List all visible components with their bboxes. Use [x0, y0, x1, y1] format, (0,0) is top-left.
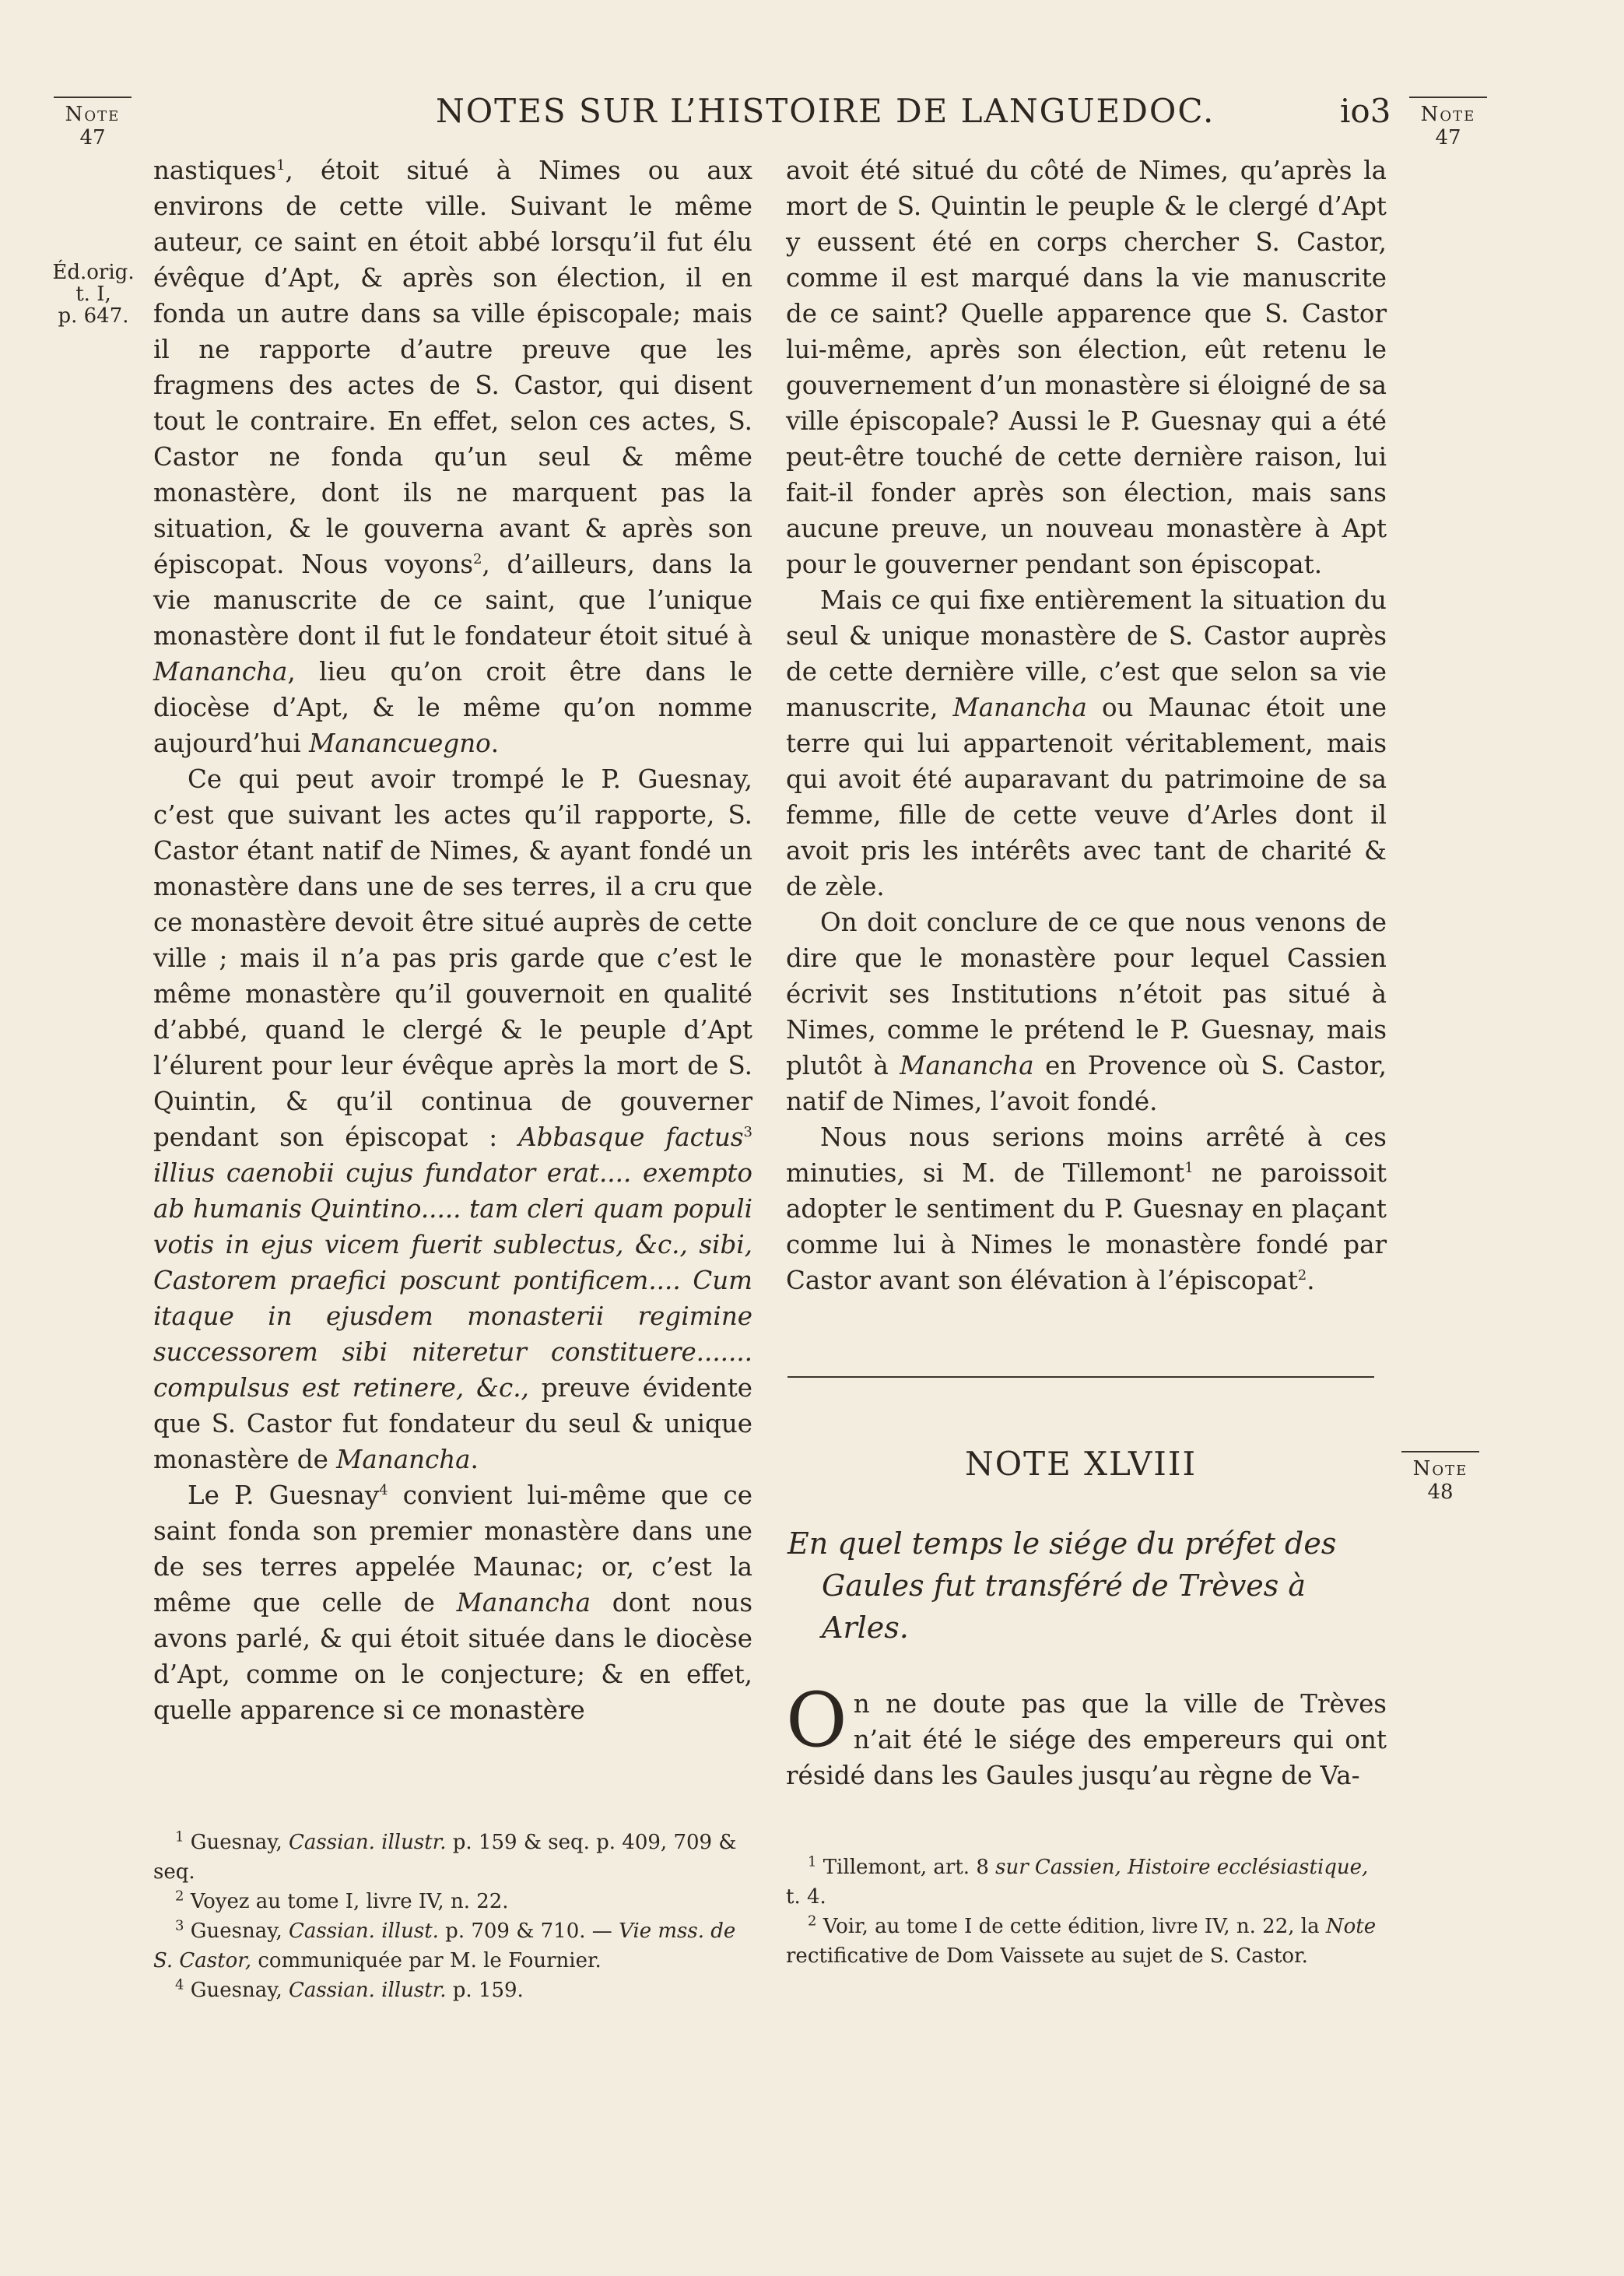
paragraph — [786, 904, 1387, 1119]
italic-text: Vie mss. de S. Castor, — [153, 1919, 736, 1972]
footnotes-left — [153, 1828, 752, 2005]
paragraph — [153, 1477, 752, 1728]
text: communiquée par M. le Fournier. — [251, 1949, 602, 1972]
italic-text: Manancha — [952, 693, 1087, 722]
footnote — [153, 1828, 752, 1887]
italic-text: Manancha — [900, 1051, 1034, 1080]
italic-text: Manancha — [456, 1588, 591, 1617]
subtitle-line: Arles. — [822, 1610, 909, 1645]
italic-text: Note — [1325, 1915, 1377, 1938]
margin-note-number: 48 — [1427, 1480, 1454, 1504]
text: Guesnay, — [184, 1919, 289, 1943]
text: . — [470, 1445, 479, 1474]
text: , étoit situé à Nimes ou aux environs de cette ville. Suivant le même auteur, ce saint en étoit abbé lorsqu’il fut élu évêque d’Apt, & après son élection, il en fonda un autre dans sa ville épiscopale; mais il ne rapporte d’autre preuve que les fragmens des actes de S. Castor, qui disent tout le contraire. En effet, selon ces actes, S. Castor ne fonda qu’un seul & même monastère, dont ils ne marquent pas la situation, & le gouverna avant & après son épiscopat. Nous voyons — [153, 156, 752, 579]
italic-text: Cassian. illust. — [288, 1919, 439, 1943]
text: Nous nous serions moins arrêté à ces minuties, si M. de Tillemont — [786, 1122, 1387, 1188]
text: t. 4. — [786, 1885, 826, 1909]
margin-rule — [1409, 97, 1487, 98]
footnote-ref: 3 — [743, 1124, 752, 1141]
running-head: NOTES SUR L’HISTOIRE DE LANGUEDOC. — [436, 92, 1215, 130]
italic-text: Abbasque factus — [518, 1122, 744, 1152]
footnote-ref: 2 — [473, 551, 482, 568]
footnote-ref: 2 — [1297, 1267, 1307, 1284]
footnote-ref: 1 — [1184, 1160, 1194, 1177]
text: Le P. Guesnay — [188, 1480, 380, 1510]
text: rectificative de Dom Vaissete au sujet de S. Castor. — [786, 1944, 1308, 1968]
subtitle-line: En quel temps le siége du préfet des — [787, 1526, 1337, 1561]
margin-note-number: 47 — [1435, 126, 1461, 149]
paragraph: avoit été situé du côté de Nimes, qu’après la mort de S. Quintin le peuple & le clergé d’Apt y eussent été en corps chercher S. Castor, comme il est marqué dans la vie manuscrite de ce saint? Quelle apparence que S. Castor lui-même, après son élection, eût retenu le gouvernement d’un monastère si éloigné de sa ville épiscopale? Aussi le P. Guesnay qui a été peut-être touché de cette dernière raison, lui fait-il fonder après son élection, mais sans aucune preuve, un nouveau monastère à Apt pour le gouverner pendant son épiscopat. — [786, 156, 1387, 579]
right-column — [786, 153, 1387, 1298]
italic-text: Cassian. illustr. — [288, 1831, 447, 1854]
italic-text: Manancha — [153, 657, 288, 687]
note-heading: NOTE XLVIII — [964, 1445, 1198, 1483]
text: ou Maunac étoit une terre qui lui appartenoit véritablement, mais qui avoit été auparavant du patrimoine de sa femme, fille de cette veuve d’Arles dont il avoit pris les intérêts avec tant de charité & de zèle. — [786, 693, 1387, 901]
text: On doit conclure de ce que nous venons de dire que le monastère pour lequel Cassien écrivit ses Institutions n’étoit pas situé à Nimes, comme le prétend le P. Guesnay, mais plutôt à — [786, 908, 1387, 1080]
paragraph — [786, 582, 1387, 904]
paragraph — [153, 761, 752, 1477]
left-column — [153, 153, 752, 1728]
footnote-mark: 1 — [175, 1828, 184, 1846]
section-divider — [787, 1376, 1374, 1378]
subtitle-line: Gaules fut transféré de Trèves à — [822, 1568, 1307, 1603]
note-subtitle — [787, 1523, 1379, 1649]
text: Guesnay, — [184, 1979, 289, 2002]
text: p. 159 & seq. p. 409, 709 & seq. — [153, 1831, 737, 1884]
text: convient lui-même que ce saint fonda son premier monastère dans une de ses terres appelée Maunac; or, c’est la même que celle de — [153, 1480, 752, 1617]
italic-text: sur Cassien, Histoire ecclésiastique, — [995, 1856, 1369, 1879]
note-body — [786, 1677, 1387, 1793]
italic-text: illius caenobii cujus fundator erat.... exempto ab humanis Quintino..... tam cleri quam populi votis in ejus vicem fuerit sublectus, &c., sibi, Castorem praefici poscunt pontificem.... Cum itaque in ejusdem monasterii regimine successorem sibi niteretur constituere....... compulsus est retinere, &c., — [153, 1158, 752, 1403]
text: Ce qui peut avoir trompé le P. Guesnay, c’est que suivant les actes qu’il rapporte, S. Castor étant natif de Nimes, & ayant fondé un monastère dans une de ses terres, il a cru que ce monastère devoit être situé auprès de cette ville ; mais il n’a pas pris garde que c’est le même monastère qu’il gouvernoit en qualité d’abbé, quand le clergé & le peuple d’Apt l’élurent pour leur évêque après la mort de S. Quintin, & qu’il continua de gouverner pendant son épiscopat : — [153, 764, 752, 1152]
edition-reference — [47, 262, 140, 327]
margin-note-48 — [1398, 1451, 1483, 1504]
margin-note-right — [1405, 97, 1491, 149]
italic-text: Manancuegno — [309, 729, 491, 758]
footnote — [786, 1912, 1387, 1971]
page-number: io3 — [1340, 92, 1391, 130]
footnote-ref: 1 — [276, 157, 286, 174]
footnote-mark: 1 — [808, 1853, 817, 1870]
footnote — [153, 1976, 752, 2005]
text: p. 159. — [446, 1979, 524, 2002]
margin-note-label: Note — [1420, 103, 1476, 126]
paragraph — [786, 1119, 1387, 1298]
text: n ne doute pas que la ville de Trèves n’ait été le siége des empereurs qui ont résidé dans les Gaules jusqu’au règne de Va- — [786, 1689, 1387, 1790]
footnote-mark: 4 — [175, 1976, 184, 1993]
margin-note-label: Note — [1412, 1457, 1468, 1480]
margin-note-label: Note — [65, 103, 121, 126]
margin-note-number: 47 — [79, 126, 106, 149]
footnote — [153, 1916, 752, 1976]
edition-reference-line: Éd.orig. — [52, 261, 135, 284]
footnote-mark: 2 — [808, 1912, 817, 1930]
text: p. 709 & 710. — — [438, 1919, 619, 1943]
paragraph — [153, 153, 752, 761]
text: , lieu qu’on croit être dans le diocèse d’Apt, & le même qu’on nomme aujourd’hui — [153, 657, 752, 758]
text: Voyez au tome I, livre IV, n. 22. — [184, 1890, 509, 1913]
footnote-ref: 4 — [379, 1482, 388, 1499]
margin-rule — [54, 97, 132, 98]
margin-rule — [1401, 1451, 1479, 1452]
italic-text: Cassian. illustr. — [288, 1979, 447, 2002]
footnote — [153, 1887, 752, 1916]
text: dont nous avons parlé, & qui étoit située dans le diocèse d’Apt, comme on le conjecture; & en effet, quelle apparence si ce monastère — [153, 1588, 753, 1725]
text: . — [1307, 1266, 1315, 1295]
footnote — [786, 1853, 1387, 1912]
text: Tillemont, art. 8 — [816, 1856, 996, 1879]
edition-reference-line: t. I, — [75, 283, 111, 306]
text: nastiques — [153, 156, 277, 185]
footnote-mark: 3 — [175, 1917, 184, 1934]
italic-text: Manancha — [336, 1445, 471, 1474]
text: Voir, au tome I de cette édition, livre IV, n. 22, la — [816, 1915, 1326, 1938]
text: Guesnay, — [184, 1831, 289, 1854]
text: preuve évidente que S. Castor fut fondateur du seul & unique monastère de — [153, 1373, 752, 1474]
text: , d’ailleurs, dans la vie manuscrite de ce saint, que l’unique monastère dont il fut le fondateur étoit situé à — [153, 550, 752, 651]
drop-cap: O — [786, 1677, 847, 1764]
margin-note-left — [50, 97, 135, 149]
footnote-mark: 2 — [175, 1888, 184, 1905]
text: . — [490, 729, 500, 758]
text: Mais ce qui fixe entièrement la situation du seul & unique monastère de S. Castor auprès de cette dernière ville, c’est que selon sa vie manuscrite, — [786, 585, 1387, 722]
text: ne paroissoit adopter le sentiment du P. Guesnay en plaçant comme lui à Nimes le monastère fondé par Castor avant son élévation à l’épiscopat — [786, 1158, 1387, 1295]
footnotes-right — [786, 1853, 1387, 1971]
text: en Provence où S. Castor, natif de Nimes, l’avoit fondé. — [786, 1051, 1387, 1116]
edition-reference-line: p. 647. — [58, 304, 129, 328]
